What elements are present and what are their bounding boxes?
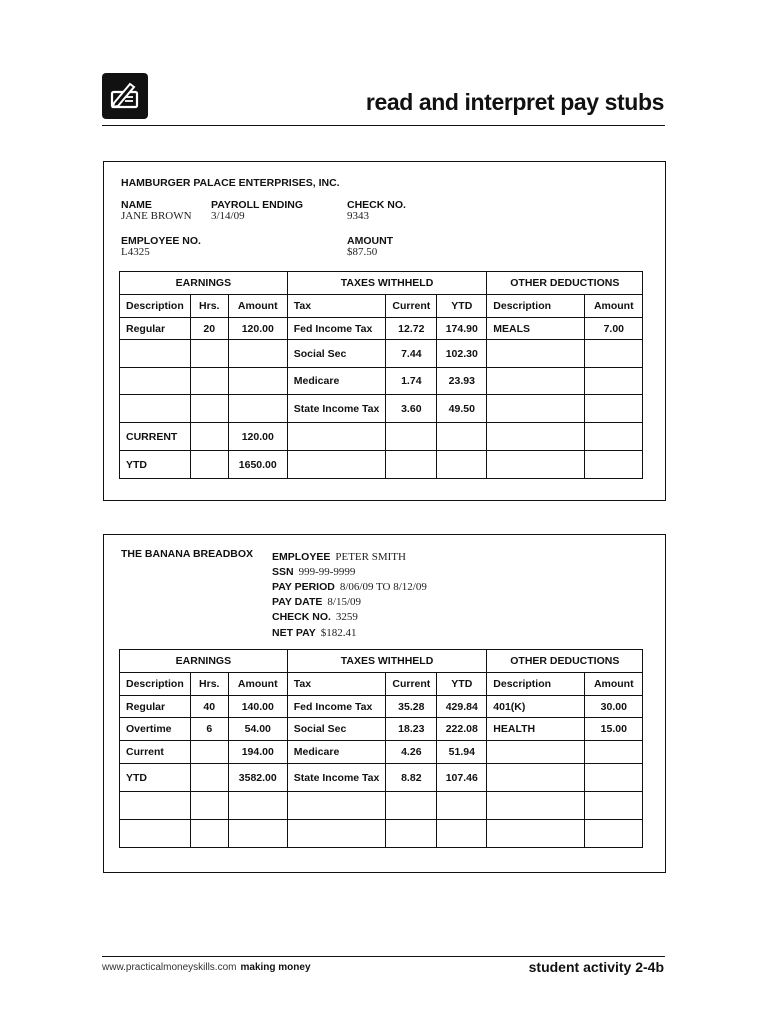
- table-cell: [437, 423, 487, 451]
- table-cell: Medicare: [287, 368, 386, 395]
- payroll-ending-value: 3/14/09: [211, 210, 245, 222]
- column-header: Description: [120, 295, 191, 318]
- column-header: Hrs.: [190, 673, 228, 696]
- column-header: Hrs.: [190, 295, 228, 318]
- table-cell: [228, 368, 287, 395]
- table-cell: [487, 368, 585, 395]
- footer-divider: [102, 956, 665, 957]
- check-no-label: CHECK NO.: [347, 199, 406, 211]
- table-cell: [228, 340, 287, 368]
- pay-stub-hamburger-palace: [103, 161, 666, 501]
- header-divider: [102, 125, 665, 126]
- table-cell: [487, 423, 585, 451]
- column-header: Current: [386, 295, 437, 318]
- table-cell: [190, 451, 228, 479]
- table-cell: 1650.00: [228, 451, 287, 479]
- pay-stub-table: [119, 649, 643, 848]
- name-value: JANE BROWN: [121, 210, 192, 222]
- table-cell: [487, 792, 585, 820]
- table-cell: [585, 451, 643, 479]
- table-cell: [228, 395, 287, 423]
- table-row: [120, 820, 643, 848]
- table-cell: 3.60: [386, 395, 437, 423]
- check-no-label: CHECK NO.: [272, 611, 331, 623]
- pencil-check-icon: [102, 73, 148, 119]
- table-row: [120, 423, 643, 451]
- table-cell: [120, 820, 191, 848]
- table-cell: 8.82: [386, 764, 437, 792]
- column-header: Current: [386, 673, 437, 696]
- net-pay-value: $182.41: [320, 627, 357, 639]
- name-label: NAME: [121, 199, 152, 211]
- column-header: Description: [487, 673, 585, 696]
- table-row: [120, 318, 643, 340]
- amount-label: AMOUNT: [347, 235, 394, 247]
- table-cell: [386, 792, 437, 820]
- column-header: Amount: [228, 673, 287, 696]
- table-cell: 401(K): [487, 696, 585, 718]
- table-cell: [386, 451, 437, 479]
- footer-url: [102, 962, 311, 973]
- column-header: Amount: [585, 295, 643, 318]
- table-cell: Fed Income Tax: [287, 696, 386, 718]
- employee-value: PETER SMITH: [335, 551, 406, 563]
- table-cell: 174.90: [437, 318, 487, 340]
- table-cell: [190, 368, 228, 395]
- table-cell: 107.46: [437, 764, 487, 792]
- table-cell: 12.72: [386, 318, 437, 340]
- table-row: [120, 764, 643, 792]
- table-cell: [585, 423, 643, 451]
- footer-link[interactable]: www.practicalmoneyskills.com: [102, 962, 237, 973]
- column-header: Amount: [585, 673, 643, 696]
- table-cell: [228, 820, 287, 848]
- pay-stub-table: [119, 271, 643, 479]
- pay-date-value: 8/15/09: [327, 596, 362, 608]
- table-cell: [585, 792, 643, 820]
- table-cell: [386, 820, 437, 848]
- table-cell: [487, 764, 585, 792]
- table-cell: [585, 368, 643, 395]
- ssn-label: SSN: [272, 566, 294, 578]
- table-cell: 120.00: [228, 423, 287, 451]
- footer-section: making money: [240, 962, 311, 973]
- table-cell: [120, 395, 191, 423]
- table-cell: Social Sec: [287, 718, 386, 741]
- table-cell: Regular: [120, 318, 191, 340]
- column-header: Tax: [287, 673, 386, 696]
- table-cell: YTD: [120, 764, 191, 792]
- column-header: Tax: [287, 295, 386, 318]
- table-cell: 194.00: [228, 741, 287, 764]
- table-cell: [120, 340, 191, 368]
- table-cell: [287, 820, 386, 848]
- column-header: YTD: [437, 295, 487, 318]
- table-cell: [585, 340, 643, 368]
- table-cell: [287, 792, 386, 820]
- table-cell: Fed Income Tax: [287, 318, 386, 340]
- company-name: THE BANANA BREADBOX: [121, 548, 254, 560]
- table-row: [120, 451, 643, 479]
- table-cell: 20: [190, 318, 228, 340]
- table-cell: 140.00: [228, 696, 287, 718]
- table-cell: Regular: [120, 696, 191, 718]
- earnings-header: EARNINGS: [120, 650, 288, 673]
- table-cell: [386, 423, 437, 451]
- table-cell: State Income Tax: [287, 764, 386, 792]
- table-row: [120, 696, 643, 718]
- table-cell: Overtime: [120, 718, 191, 741]
- table-cell: [585, 764, 643, 792]
- table-cell: [585, 741, 643, 764]
- table-row: [120, 340, 643, 368]
- table-cell: [228, 792, 287, 820]
- column-header: Description: [487, 295, 585, 318]
- table-cell: 54.00: [228, 718, 287, 741]
- table-cell: [487, 820, 585, 848]
- table-cell: 7.44: [386, 340, 437, 368]
- table-row: [120, 792, 643, 820]
- other-deductions-header: OTHER DEDUCTIONS: [487, 272, 643, 295]
- table-cell: [190, 741, 228, 764]
- employee-no-value: L4325: [121, 246, 150, 258]
- taxes-withheld-header: TAXES WITHHELD: [287, 650, 487, 673]
- page-title: read and interpret pay stubs: [365, 89, 664, 115]
- table-cell: 102.30: [437, 340, 487, 368]
- other-deductions-header: OTHER DEDUCTIONS: [487, 650, 643, 673]
- table-cell: [487, 451, 585, 479]
- table-cell: [190, 792, 228, 820]
- column-header: YTD: [437, 673, 487, 696]
- table-cell: [120, 368, 191, 395]
- table-row: [120, 368, 643, 395]
- table-cell: HEALTH: [487, 718, 585, 741]
- column-header: Amount: [228, 295, 287, 318]
- table-cell: 30.00: [585, 696, 643, 718]
- payroll-ending-label: PAYROLL ENDING: [211, 199, 303, 211]
- check-no-value: 3259: [335, 611, 358, 623]
- table-cell: 3582.00: [228, 764, 287, 792]
- pay-period-label: PAY PERIOD: [272, 581, 335, 593]
- table-cell: [190, 423, 228, 451]
- table-cell: 6: [190, 718, 228, 741]
- table-cell: [287, 451, 386, 479]
- pay-date-label: PAY DATE: [272, 596, 323, 608]
- taxes-withheld-header: TAXES WITHHELD: [287, 272, 487, 295]
- table-cell: 4.26: [386, 741, 437, 764]
- table-cell: [487, 741, 585, 764]
- column-header: Description: [120, 673, 191, 696]
- table-cell: [487, 395, 585, 423]
- table-cell: [287, 423, 386, 451]
- table-cell: 7.00: [585, 318, 643, 340]
- net-pay-line: [272, 623, 357, 641]
- amount-value: $87.50: [347, 246, 378, 258]
- earnings-header: EARNINGS: [120, 272, 288, 295]
- pay-stub-banana-breadbox: [103, 534, 666, 873]
- table-cell: [437, 451, 487, 479]
- table-cell: [437, 820, 487, 848]
- table-cell: [120, 792, 191, 820]
- table-cell: [190, 340, 228, 368]
- table-cell: 18.23: [386, 718, 437, 741]
- table-cell: [190, 764, 228, 792]
- table-cell: YTD: [120, 451, 191, 479]
- pay-period-value: 8/06/09 TO 8/12/09: [339, 581, 427, 593]
- table-cell: [585, 820, 643, 848]
- company-name: HAMBURGER PALACE ENTERPRISES, INC.: [121, 177, 340, 189]
- table-cell: 49.50: [437, 395, 487, 423]
- table-cell: 429.84: [437, 696, 487, 718]
- table-row: [120, 395, 643, 423]
- table-cell: 120.00: [228, 318, 287, 340]
- table-row: [120, 718, 643, 741]
- table-cell: CURRENT: [120, 423, 191, 451]
- table-cell: 51.94: [437, 741, 487, 764]
- table-cell: State Income Tax: [287, 395, 386, 423]
- table-cell: Medicare: [287, 741, 386, 764]
- table-cell: [437, 792, 487, 820]
- table-cell: [190, 820, 228, 848]
- table-cell: 222.08: [437, 718, 487, 741]
- net-pay-label: NET PAY: [272, 627, 316, 639]
- student-activity-label: student activity 2-4b: [528, 959, 664, 975]
- table-cell: MEALS: [487, 318, 585, 340]
- table-cell: [585, 395, 643, 423]
- table-row: [120, 741, 643, 764]
- table-cell: 40: [190, 696, 228, 718]
- table-cell: 23.93: [437, 368, 487, 395]
- ssn-value: 999-99-9999: [298, 566, 356, 578]
- table-cell: [190, 395, 228, 423]
- check-no-value: 9343: [347, 210, 369, 222]
- table-cell: Social Sec: [287, 340, 386, 368]
- table-cell: Current: [120, 741, 191, 764]
- employee-label: EMPLOYEE: [272, 551, 331, 563]
- table-cell: [487, 340, 585, 368]
- employee-no-label: EMPLOYEE NO.: [121, 235, 201, 247]
- table-cell: 1.74: [386, 368, 437, 395]
- table-cell: 15.00: [585, 718, 643, 741]
- table-cell: 35.28: [386, 696, 437, 718]
